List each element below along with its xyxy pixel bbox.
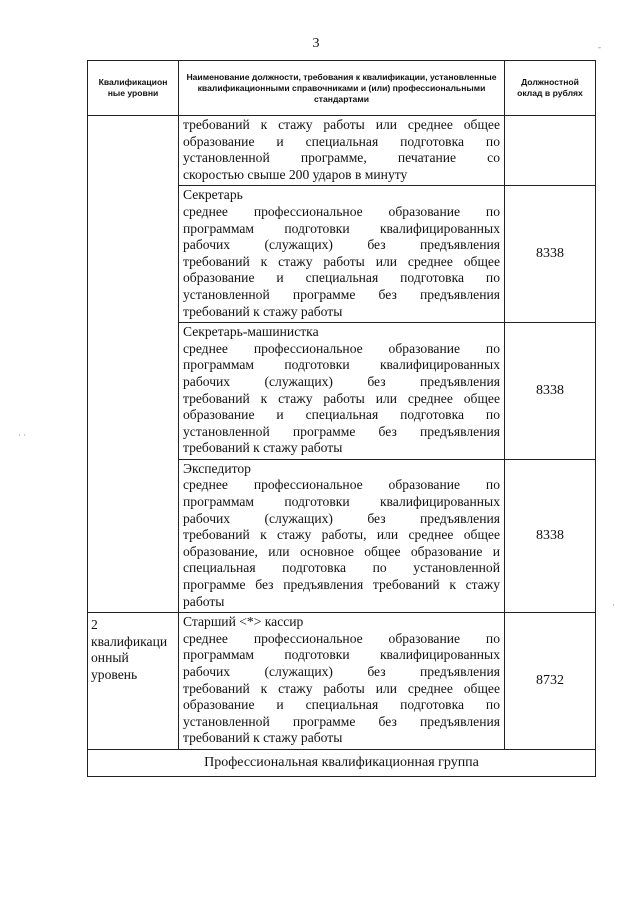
requirement-text-line: программам подготовки квалифицированных — [183, 220, 500, 236]
requirement-text-line: работы — [183, 593, 225, 609]
salary-cell: 8732 — [505, 613, 596, 750]
requirement-text-line: рабочих (служащих) без предъявления — [183, 510, 500, 526]
requirement-text-line: специальная подготовка по установленной — [183, 560, 500, 576]
requirement-text-line: требований к стажу работы или среднее общее — [183, 253, 500, 269]
table-row — [88, 613, 596, 750]
table-body — [88, 116, 596, 777]
requirement-text-line: требований к стажу работы или среднее общее — [183, 680, 500, 696]
requirement-text-line: рабочих (служащих) без предъявления — [183, 373, 500, 389]
requirement-text-line: образование, или основное общее образование и — [183, 543, 500, 559]
requirement-text-line: программе без предъявления требований к стажу — [183, 577, 500, 593]
position-description — [179, 116, 505, 186]
position-title: Секретарь — [183, 187, 243, 203]
salary-cell: 8338 — [505, 459, 596, 612]
page-number: 3 — [312, 36, 320, 51]
requirement-text-line: требований к стажу работы или среднее общее — [183, 390, 500, 406]
salary-cell: 8338 — [505, 186, 596, 323]
requirement-text-line: образование и специальная подготовка по — [183, 407, 500, 423]
qualification-table — [87, 60, 596, 777]
position-title: Экспедитор — [183, 460, 251, 476]
requirement-text-line: среднее профессиональное образование по — [183, 630, 500, 646]
position-description — [179, 459, 505, 612]
salary-cell — [505, 116, 596, 186]
requirement-text-line: среднее профессиональное образование по — [183, 340, 500, 356]
requirement-text-line: образование и специальная подготовка по — [183, 270, 500, 286]
requirement-text-line: среднее профессиональное образование по — [183, 477, 500, 493]
requirement-text-line: программам подготовки квалифицированных — [183, 647, 500, 663]
requirement-text-line: программам подготовки квалифицированных — [183, 357, 500, 373]
requirement-text-line: установленной программе без предъявления — [183, 286, 500, 302]
position-title: Секретарь-машинистка — [183, 324, 319, 340]
requirement-text-line: требований к стажу работы или среднее общее — [183, 117, 500, 132]
requirement-text-line: требований к стажу работы — [183, 730, 343, 746]
requirement-text-line: образование и специальная подготовка по — [183, 133, 500, 149]
salary-cell: 8338 — [505, 323, 596, 460]
table-header-row — [88, 61, 596, 116]
requirement-text-line: рабочих (служащих) без предъявления — [183, 664, 500, 679]
header-position-requirements: Наименование должности, требования к квалификации, установленные квалификационными справочниками и (или) профессиональными стандартами — [179, 61, 505, 116]
requirement-text-line: образование и специальная подготовка по — [183, 697, 500, 713]
level-cell-empty — [88, 116, 179, 613]
position-description — [179, 613, 505, 750]
requirement-text-line: требований к стажу работы — [183, 440, 343, 456]
group-row — [88, 749, 596, 776]
level-cell: 2 квалификаци онный уровень — [88, 613, 179, 750]
header-qualification-levels: Квалификацион ные уровни — [88, 61, 179, 116]
requirement-text-line: рабочих (служащих) без предъявления — [183, 237, 500, 253]
table-row — [88, 116, 596, 186]
requirement-text-line: требований к стажу работы — [183, 303, 343, 319]
scan-speck: · · — [18, 430, 27, 440]
requirement-text-line: установленной программе, печатание со — [183, 150, 500, 166]
requirement-text-line: скоростью свыше 200 ударов в минуту — [183, 166, 408, 182]
professional-group-heading: Профессиональная квалификационная группа — [88, 749, 596, 776]
position-description — [179, 186, 505, 323]
requirement-text-line: программам подготовки квалифицированных — [183, 494, 500, 510]
requirement-text-line: установленной программе без предъявления — [183, 423, 500, 439]
requirement-text-line: требований к стажу работы, или среднее общее — [183, 527, 500, 543]
position-description — [179, 323, 505, 460]
header-salary: Должностной оклад в рублях — [505, 61, 596, 116]
position-title: Старший <*> кассир — [183, 614, 304, 630]
scan-speck: · — [612, 600, 615, 610]
requirement-text-line: среднее профессиональное образование по — [183, 203, 500, 219]
scan-speck: - — [598, 42, 601, 52]
requirement-text-line: установленной программе без предъявления — [183, 713, 500, 729]
